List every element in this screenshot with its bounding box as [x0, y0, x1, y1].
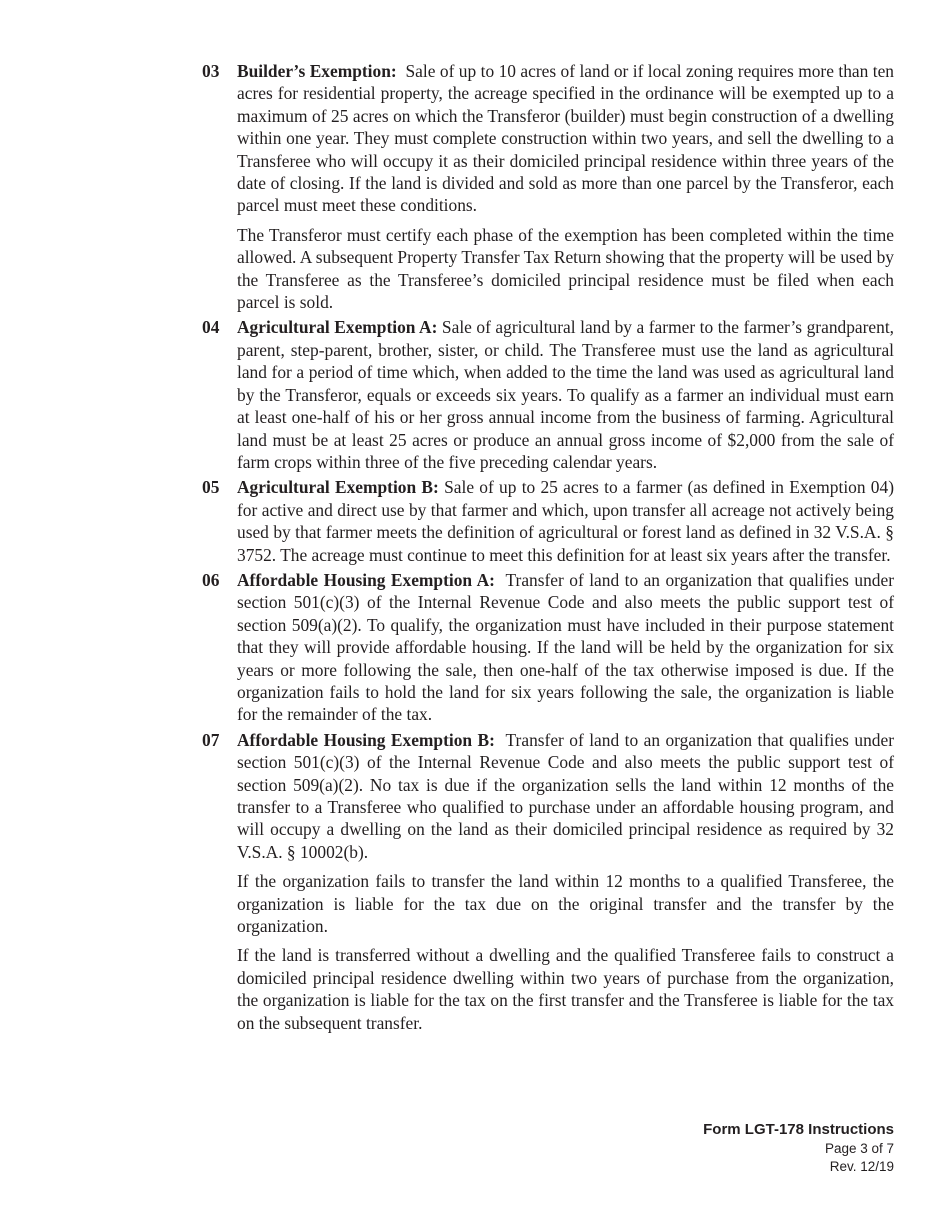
exemption-text: Sale of up to 25 acres to a farmer (as defined in Exemption 04) for active and direct use by that farmer and which, upon transfer all acreage not actively being used by that farmer meets the definition of agricultural or forest land as defined in 32 V.S.A. § 3752. The acreage must continue to meet this definition for at least six years after the transfer. [237, 477, 894, 565]
page-number: Page 3 of 7 [824, 1141, 894, 1156]
exemption-03 [202, 60, 894, 313]
exemption-paragraph [237, 316, 894, 473]
form-title: Form LGT-178 Instructions [703, 1121, 894, 1138]
exemption-05 [202, 476, 894, 566]
exemption-body [237, 569, 894, 726]
exemption-title: Agricultural Exemption A: [237, 317, 438, 338]
exemption-number: 07 [202, 729, 220, 750]
document-body [202, 60, 894, 1037]
exemption-number: 05 [202, 477, 220, 498]
exemption-paragraph: If the organization fails to transfer the land within 12 months to a qualified Transferee, the organization is liable for the tax due on the original transfer and the transfer by the organization. [237, 871, 894, 937]
revision-date: Rev. 12/19 [829, 1159, 894, 1174]
page-footer [703, 1120, 894, 1176]
exemption-body [237, 729, 894, 1034]
exemption-body [237, 60, 894, 313]
exemption-title: Affordable Housing Exemption A: [237, 569, 495, 590]
exemption-title: Affordable Housing Exemption B: [237, 729, 495, 750]
exemption-title: Agricultural Exemption B: [237, 477, 439, 498]
exemption-07 [202, 729, 894, 1034]
exemption-text: Transfer of land to an organization that qualifies under section 501(c)(3) of the Internal Revenue Code and also meets the public support test of section 509(a)(2). No tax is due if the organization sells the land within 12 months of the transfer to a Transferee who qualified to purchase under an affordable housing program, and will occupy a dwelling on the land as their domiciled principal residence as required by 32 V.S.A. § 10002(b). [237, 729, 894, 862]
exemption-06 [202, 569, 894, 726]
exemption-body [237, 316, 894, 473]
exemption-paragraph [237, 476, 894, 566]
exemption-paragraph: The Transferor must certify each phase of the exemption has been completed within the time allowed. A subsequent Property Transfer Tax Return showing that the property will be used by the Transferee as the Transferee’s domiciled principal residence must be filed when each parcel is sold. [237, 224, 894, 313]
exemption-04 [202, 316, 894, 473]
exemption-paragraph: If the land is transferred without a dwelling and the qualified Transferee fails to construct a domiciled principal residence dwelling within two years of purchase from the organization, the organization is liable for the tax on the first transfer and the Transferee is liable for the tax on the subsequent transfer. [237, 945, 894, 1033]
exemption-text: Sale of up to 10 acres of land or if local zoning requires more than ten acres for residential property, the acreage specified in the ordinance will be exempted up to a maximum of 25 acres on which the Transferor (builder) must begin construction of a dwelling within one year. They must complete construction within two years, and sell the dwelling to a Transferee who will occupy it as their domiciled principal residence within three years of the date of closing. If the land is divided and sold as more than one parcel by the Transferor, each parcel must meet these conditions. [237, 61, 894, 216]
exemption-body [237, 476, 894, 566]
exemption-paragraph [237, 569, 894, 726]
exemption-title: Builder’s Exemption: [237, 61, 397, 81]
exemption-number: 04 [202, 317, 220, 338]
exemption-paragraph [237, 60, 894, 217]
exemption-number: 03 [202, 61, 220, 81]
exemption-number: 06 [202, 569, 220, 590]
exemption-text: Transfer of land to an organization that qualifies under section 501(c)(3) of the Internal Revenue Code and also meets the public support test of section 509(a)(2). To qualify, the organization must have included in their purpose statement that they will provide affordable housing. If the land will be held by the organization for six years or more following the sale, then one-half of the tax otherwise imposed is due. If the organization fails to hold the land for six years following the sale, the organization is liable for the remainder of the tax. [237, 569, 894, 725]
exemption-text: Sale of agricultural land by a farmer to the farmer’s grandparent, parent, step-parent, brother, sister, or child. The Transferee must use the land as agricultural land for a period of time which, when added to the time the land was used as agricultural land by the Transferor, equals or exceeds six years. To qualify as a farmer an individual must earn at least one-half of his or her gross annual income from the business of farming. Agricultural land must be at least 25 acres or produce an annual gross income of $2,000 from the sale of farm crops within three of the five preceding calendar years. [237, 317, 895, 472]
exemption-paragraph [237, 729, 894, 863]
